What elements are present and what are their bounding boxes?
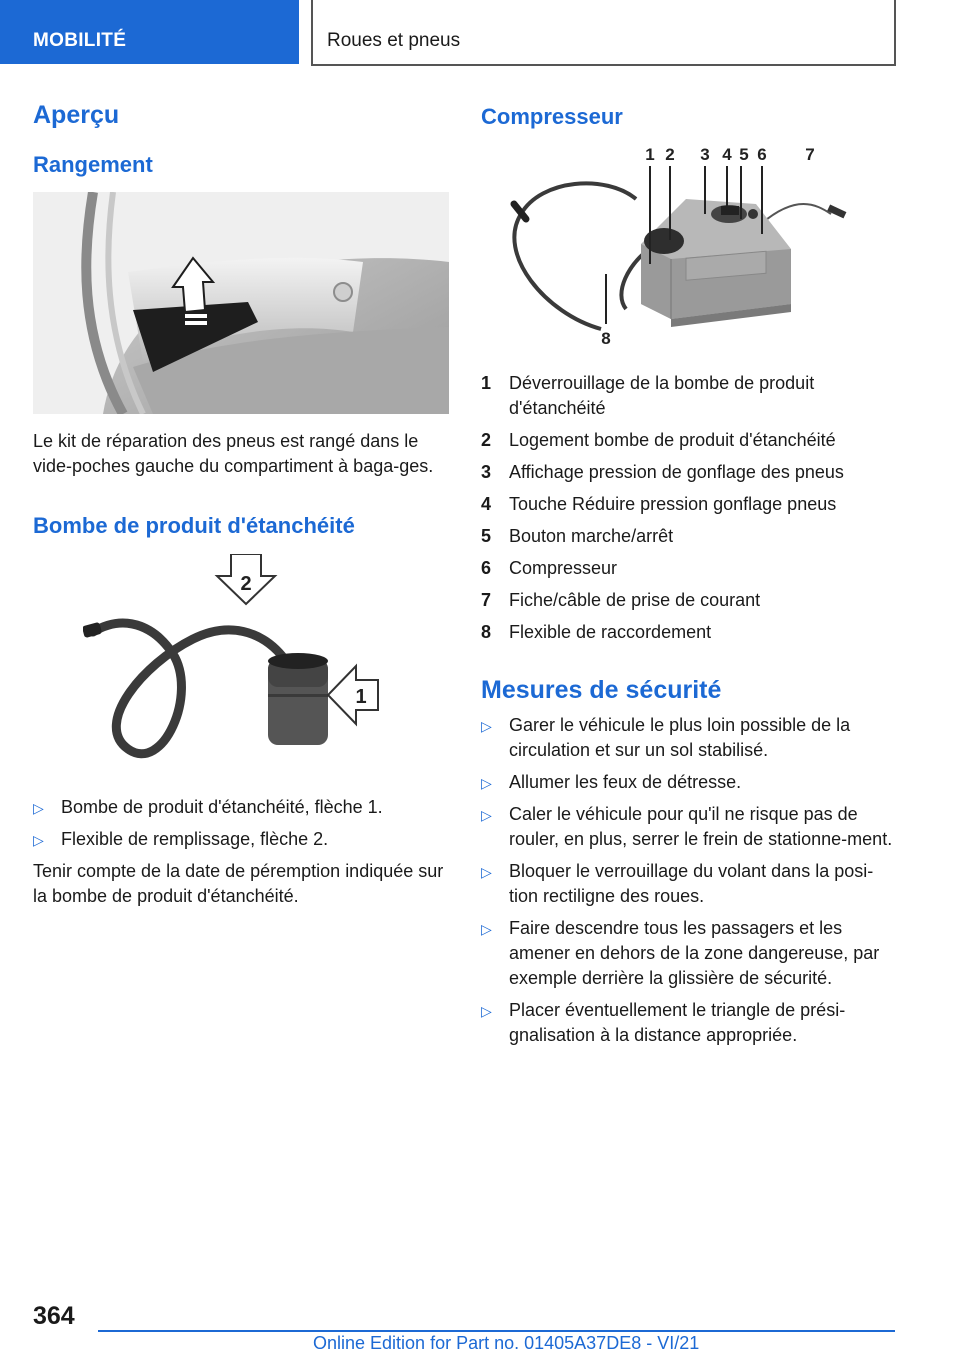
storage-heading: Rangement	[33, 152, 153, 177]
list-item: ▷ Faire descendre tous les passagers et les amener en dehors de la zone dangereuse, par exemple derrière la glissière de sécurité.	[481, 918, 880, 989]
list-item: 3 Affichage pression de gonflage des pneus	[481, 462, 844, 483]
list-item: 5 Bouton marche/arrêt	[481, 526, 674, 547]
list-item: ▷ Allumer les feux de détresse.	[481, 770, 893, 795]
triangle-bullet-icon: ▷	[481, 775, 492, 792]
page-header	[0, 0, 960, 66]
list-item: 4 Touche Réduire pression gonflage pneus	[481, 494, 837, 515]
list-item: ▷ Garer le véhicule le plus loin possible de la circulation et sur un sol stabilisé.	[481, 715, 851, 761]
page-number: 364	[33, 1302, 75, 1330]
compressor-label-4: 4	[722, 145, 732, 165]
compressor-label-5: 5	[739, 145, 749, 165]
triangle-bullet-icon: ▷	[481, 718, 492, 735]
safety-list	[481, 713, 893, 1048]
right-column	[481, 100, 893, 1055]
chapter-title: Roues et pneus	[311, 0, 896, 66]
compressor-legend	[481, 371, 893, 645]
compressor-figure	[506, 144, 893, 359]
triangle-bullet-icon: ▷	[481, 921, 492, 938]
compressor-label-6: 6	[757, 145, 767, 165]
compressor-label-1: 1	[645, 145, 655, 165]
edition-link[interactable]: Online Edition for Part no. 01405A37DE8 - VI/21	[313, 1333, 700, 1353]
list-item: 7 Fiche/câble de prise de courant	[481, 590, 761, 611]
list-item: ▷ Placer éventuellement le triangle de prési-gnalisation à la distance appropriée.	[481, 1000, 846, 1046]
compressor-heading: Compresseur	[481, 104, 623, 129]
triangle-bullet-icon: ▷	[481, 807, 492, 824]
sealant-heading: Bombe de produit d'étanchéité	[33, 513, 355, 539]
list-item: ▷ Caler le véhicule pour qu'il ne risque pas de rouler, en plus, serrer le frein de stationne-ment.	[481, 804, 893, 850]
compressor-label-7: 7	[805, 145, 815, 165]
storage-text: Le kit de réparation des pneus est rangé dans le vide-poches gauche du compartiment à baga-ges.	[33, 431, 434, 477]
list-item: 2 Logement bombe de produit d'étanchéité	[481, 430, 836, 451]
section-tab: MOBILITÉ	[0, 0, 299, 64]
expiry-note: Tenir compte de la date de péremption indiquée sur la bombe de produit d'étanchéité.	[33, 860, 444, 906]
triangle-bullet-icon: ▷	[33, 799, 44, 816]
left-column	[33, 100, 449, 909]
sealant-label-1: 1	[355, 685, 367, 708]
safety-heading: Mesures de sécurité	[481, 676, 722, 705]
sealant-parts-list	[33, 795, 449, 852]
trunk-storage-photo	[33, 192, 449, 419]
trunk-storage-image	[33, 192, 449, 414]
overview-title: Aperçu	[33, 101, 120, 129]
compressor-illustration	[506, 144, 856, 354]
list-item: 8 Flexible de raccordement	[481, 622, 712, 643]
triangle-bullet-icon: ▷	[33, 831, 44, 848]
sealant-label-2: 2	[240, 572, 252, 595]
sealant-bottle-illustration	[83, 554, 393, 774]
compressor-label-3: 3	[700, 145, 710, 165]
triangle-bullet-icon: ▷	[481, 864, 492, 881]
list-item: ▷ Bombe de produit d'étanchéité, flèche 1.	[33, 795, 449, 820]
list-item: 6 Compresseur	[481, 558, 618, 579]
footer-divider	[98, 1330, 895, 1332]
triangle-bullet-icon: ▷	[481, 1003, 492, 1020]
list-item: 1 Déverrouillage de la bombe de produit d'étanchéité	[481, 373, 815, 419]
sealant-figure	[83, 554, 449, 779]
compressor-label-2: 2	[665, 145, 675, 165]
list-item: ▷ Flexible de remplissage, flèche 2.	[33, 827, 449, 852]
list-item: ▷ Bloquer le verrouillage du volant dans la posi-tion rectiligne des roues.	[481, 861, 874, 907]
compressor-label-8: 8	[601, 329, 611, 349]
